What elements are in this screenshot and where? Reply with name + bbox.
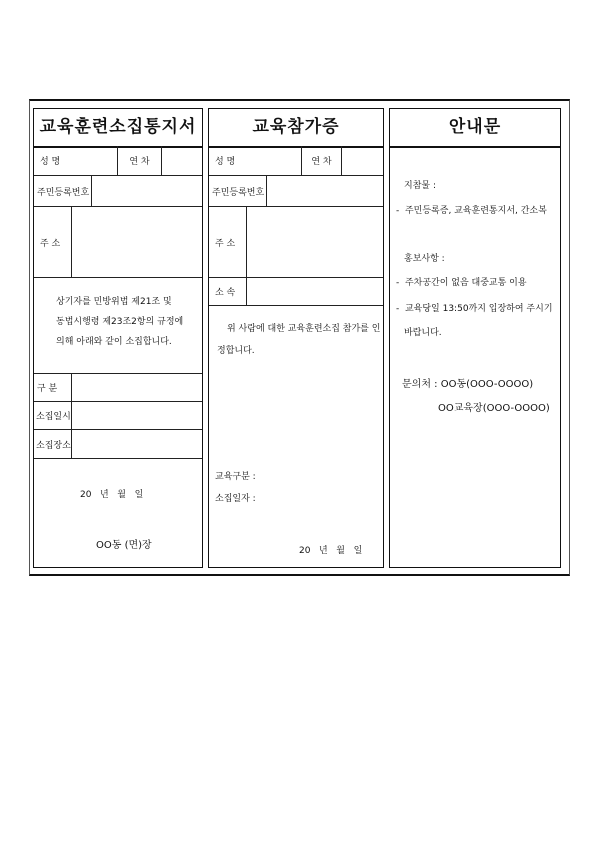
- certificate-date-line: 20 년 월 일: [299, 546, 363, 556]
- notice-title: 교육훈련소집통지서: [34, 109, 202, 148]
- certificate-name-row: [209, 146, 383, 176]
- certificate-edu-category-label: 교육구분 :: [215, 472, 256, 482]
- notice-address-field[interactable]: [72, 207, 202, 277]
- certificate-affiliation-field[interactable]: [247, 278, 383, 305]
- notice-rrn-label: 주민등록번호: [34, 176, 92, 206]
- certificate-body-line-2: 정합니다.: [217, 346, 255, 356]
- guide-contact-label: 문의처 : OO동(OOO-OOOO): [402, 379, 534, 390]
- certificate-rrn-label: 주민등록번호: [209, 176, 267, 206]
- guide-title: 안내문: [390, 109, 560, 148]
- guide-notice-item-3: 바랍니다.: [404, 328, 442, 338]
- guide-panel: [389, 108, 561, 568]
- certificate-name-field[interactable]: [247, 146, 302, 175]
- certificate-address-field[interactable]: [247, 207, 383, 277]
- certificate-affiliation-row: [209, 278, 383, 306]
- certificate-call-date-label: 소집일자 :: [215, 494, 256, 504]
- guide-notice-heading: 홍보사항 :: [404, 254, 445, 264]
- notice-panel: [33, 108, 203, 568]
- certificate-year-label: 연 차: [302, 146, 342, 175]
- certificate-rrn-field[interactable]: [267, 176, 383, 206]
- notice-place-label: 소집장소: [34, 430, 72, 458]
- certificate-name-label: 성 명: [215, 157, 236, 167]
- certificate-affiliation-label: 소 속: [209, 278, 247, 305]
- notice-name-row: [34, 146, 202, 176]
- notice-category-row: [34, 374, 202, 402]
- guide-notice-item-2: - 교육당일 13:50까지 입장하여 주시기: [396, 304, 553, 314]
- notice-rrn-row: [34, 176, 202, 207]
- guide-notice-item-1: - 주차공간이 없음 대중교통 이용: [396, 278, 527, 288]
- notice-datetime-label: 소집일시: [34, 402, 72, 429]
- certificate-title: 교육참가증: [209, 109, 383, 148]
- notice-body-line-3: 의해 아래와 같이 소집합니다.: [56, 337, 172, 347]
- notice-name-field[interactable]: [72, 146, 118, 175]
- certificate-year-field[interactable]: [342, 146, 383, 175]
- notice-place-row: [34, 430, 202, 459]
- notice-body-line-1: 상기자를 민방위법 제21조 및: [56, 297, 172, 307]
- notice-datetime-row: [34, 402, 202, 430]
- guide-bring-heading: 지참물 :: [404, 181, 436, 191]
- guide-contact-line2: OO교육장(OOO-OOOO): [438, 403, 550, 414]
- notice-rrn-field[interactable]: [92, 176, 202, 206]
- certificate-address-label: 주 소: [209, 207, 247, 277]
- notice-name-label: 성 명: [40, 157, 61, 167]
- guide-bring-item: - 주민등록증, 교육훈련통지서, 간소복: [396, 206, 547, 216]
- notice-address-row: [34, 207, 202, 278]
- certificate-panel: [208, 108, 384, 568]
- certificate-rrn-row: [209, 176, 383, 207]
- notice-year-field[interactable]: [162, 146, 202, 175]
- certificate-body-line-1: 위 사람에 대한 교육훈련소집 참가를 인: [227, 324, 381, 334]
- notice-datetime-field[interactable]: [72, 402, 202, 429]
- notice-category-label: 구 분: [34, 374, 72, 401]
- notice-year-label: 연 차: [118, 146, 162, 175]
- notice-date-line: 20 년 월 일: [80, 490, 144, 500]
- notice-place-field[interactable]: [72, 430, 202, 458]
- notice-category-field[interactable]: [72, 374, 202, 401]
- certificate-address-row: [209, 207, 383, 278]
- notice-issuer: OO동 (면)장: [96, 540, 152, 551]
- notice-body: [34, 278, 202, 374]
- notice-body-line-2: 동법시행령 제23조2항의 규정에: [56, 317, 184, 327]
- notice-address-label: 주 소: [34, 207, 72, 277]
